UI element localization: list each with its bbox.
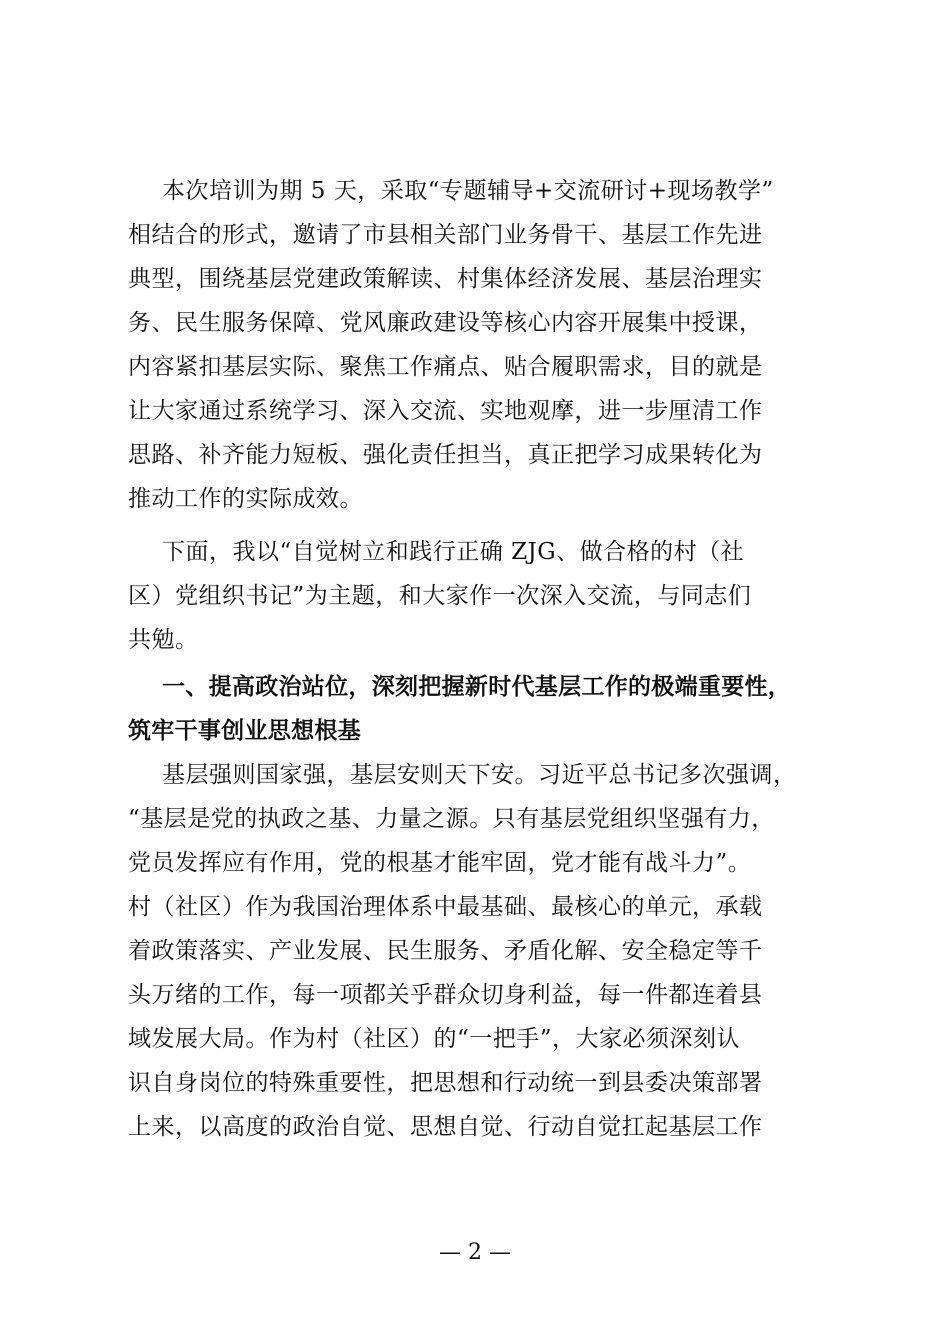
text-line: 着政策落实、产业发展、民生服务、矛盾化解、安全稳定等千 — [128, 938, 763, 964]
heading-line: 一、提高政治站位，深刻把握新时代基层工作的极端重要性， — [162, 674, 792, 700]
text-line: 思路、补齐能力短板、强化责任担当，真正把学习成果转化为 — [128, 442, 763, 468]
text-line: 头万绪的工作，每一项都关乎群众切身利益，每一件都连着县 — [128, 982, 763, 1008]
text-line: 务、民生服务保障、党风廉政建设等核心内容开展集中授课， — [128, 310, 763, 336]
paragraph-topic-intro — [128, 530, 830, 662]
paragraph-grassroots — [128, 753, 830, 1149]
text-line: 上来，以高度的政治自觉、思想自觉、行动自觉扛起基层工作 — [128, 1114, 763, 1140]
text-line: 本次培训为期 5 天，采取“专题辅导+交流研讨+现场教学” — [162, 178, 774, 204]
text-line: 基层强则国家强，基层安则天下安。习近平总书记多次强调， — [162, 762, 797, 788]
text-line: 推动工作的实际成效。 — [128, 486, 363, 512]
text-line: “基层是党的执政之基、力量之源。只有基层党组织坚强有力， — [128, 806, 775, 832]
text-line: 相结合的形式，邀请了市县相关部门业务骨干、基层工作先进 — [128, 222, 763, 248]
text-line: 区）党组织书记”为主题，和大家作一次深入交流，与同志们 — [128, 583, 752, 609]
page-number: — 2 — — [439, 1240, 511, 1265]
text-line: 典型，围绕基层党建政策解读、村集体经济发展、基层治理实 — [128, 266, 763, 292]
text-line: 让大家通过系统学习、深入交流、实地观摩，进一步厘清工作 — [128, 398, 763, 424]
text-line: 内容紧扣基层实际、聚焦工作痛点、贴合履职需求，目的就是 — [128, 354, 763, 380]
section-heading-1 — [128, 665, 830, 753]
text-line: 识自身岗位的特殊重要性，把思想和行动统一到县委决策部署 — [128, 1070, 763, 1096]
heading-line: 筑牢干事创业思想根基 — [128, 718, 361, 744]
text-line: 共勉。 — [128, 627, 199, 653]
paragraph-training-overview — [128, 169, 830, 521]
text-line: 村（社区）作为我国治理体系中最基础、最核心的单元，承载 — [128, 894, 763, 920]
text-line: 党员发挥应有作用，党的根基才能牢固，党才能有战斗力”。 — [128, 850, 752, 876]
text-line: 域发展大局。作为村（社区）的“一把手”，大家必须深刻认 — [128, 1026, 741, 1052]
text-line: 下面，我以“自觉树立和践行正确 ZJG、做合格的村（社 — [162, 539, 745, 565]
